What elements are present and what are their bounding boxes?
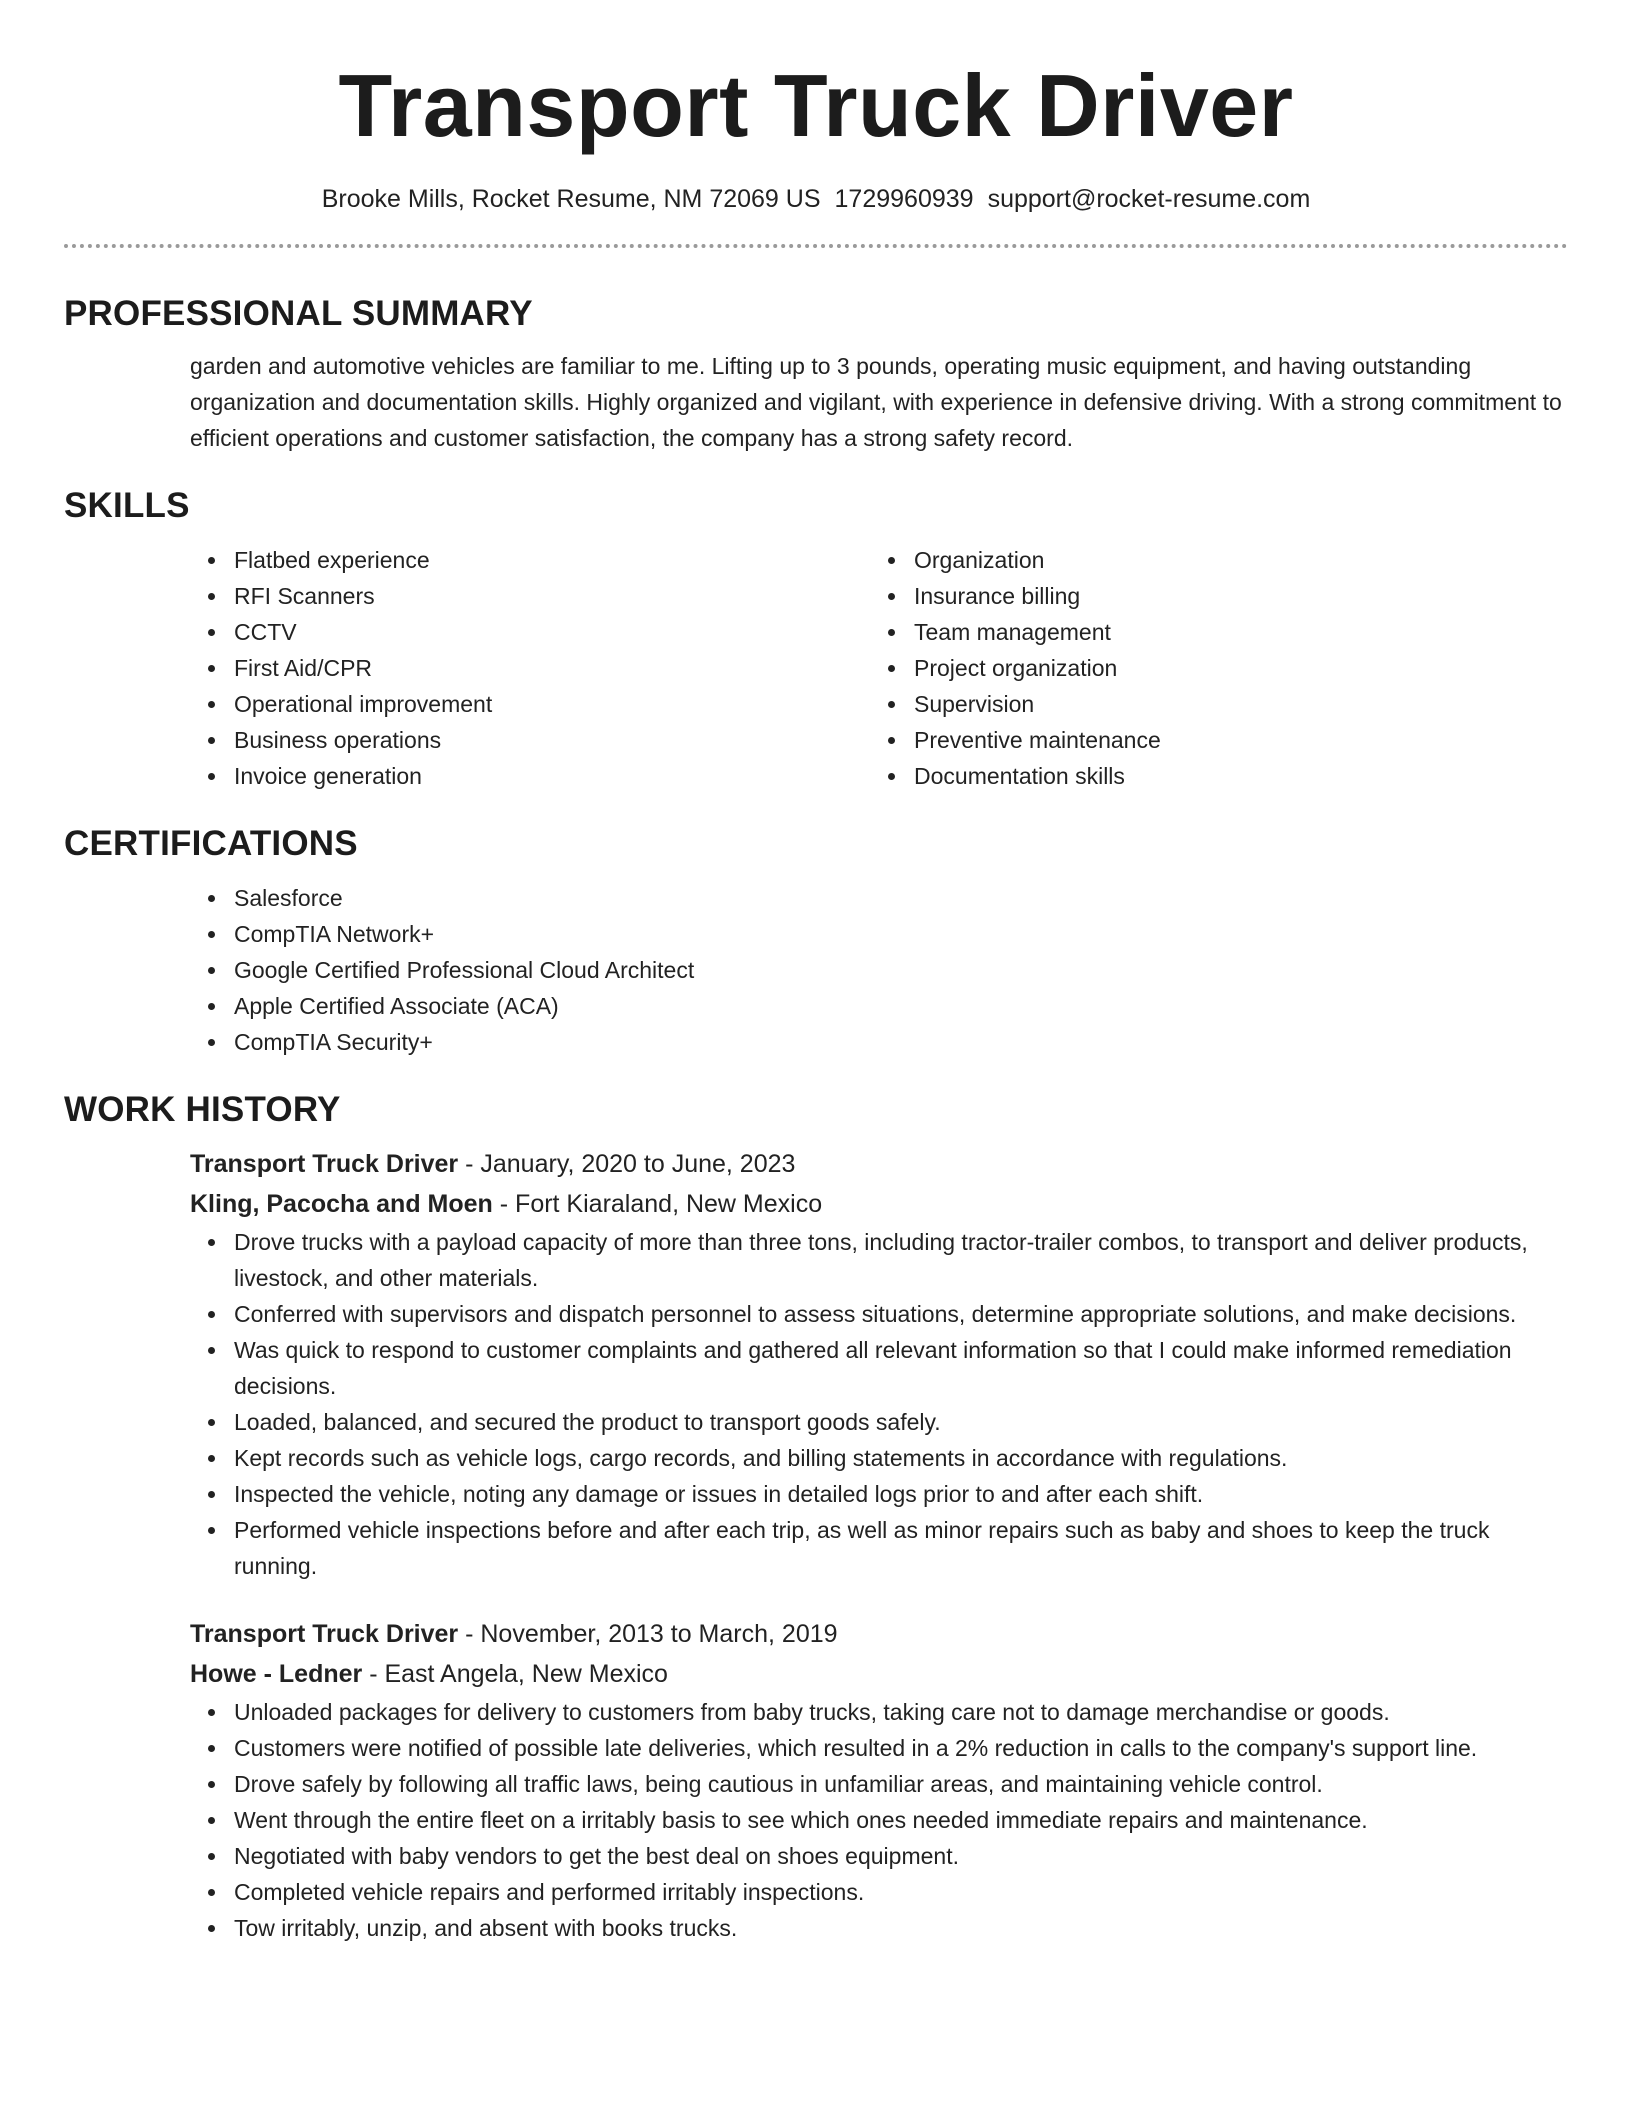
skills-column-left bbox=[190, 542, 870, 794]
skill-item: Flatbed experience bbox=[234, 542, 870, 578]
job-duty-item: Customers were notified of possible late deliveries, which resulted in a 2% reduction in calls to the company's support line. bbox=[234, 1730, 1568, 1766]
job-duty-item: Was quick to respond to customer complaints and gathered all relevant information so that I could make informed remediation decisions. bbox=[234, 1332, 1568, 1404]
skills-section bbox=[190, 542, 1568, 794]
job-duty-item: Drove safely by following all traffic laws, being cautious in unfamiliar areas, and maintaining vehicle control. bbox=[234, 1766, 1568, 1802]
skills-list-left bbox=[190, 542, 870, 794]
skill-item: Insurance billing bbox=[914, 578, 1550, 614]
certification-item: CompTIA Security+ bbox=[234, 1024, 1568, 1060]
job-duty-item: Went through the entire fleet on a irritably basis to see which ones needed immediate repairs and maintenance. bbox=[234, 1802, 1568, 1838]
contact-address: Brooke Mills, Rocket Resume, NM 72069 US bbox=[321, 185, 821, 213]
skill-item: Organization bbox=[914, 542, 1550, 578]
job-duty-item: Drove trucks with a payload capacity of more than three tons, including tractor-trailer combos, to transport and deliver products, livestock, and other materials. bbox=[234, 1224, 1568, 1296]
skill-item: Documentation skills bbox=[914, 758, 1550, 794]
job-duties-list bbox=[190, 1224, 1568, 1584]
certification-item: CompTIA Network+ bbox=[234, 916, 1568, 952]
certification-item: Apple Certified Associate (ACA) bbox=[234, 988, 1568, 1024]
contact-email: support@rocket-resume.com bbox=[987, 185, 1311, 213]
contact-phone: 1729960939 bbox=[834, 185, 974, 213]
certifications-heading: CERTIFICATIONS bbox=[64, 824, 358, 863]
job-company-line bbox=[190, 1654, 1568, 1694]
job-title-line bbox=[190, 1614, 1568, 1654]
job-duty-item: Tow irritably, unzip, and absent with books trucks. bbox=[234, 1910, 1568, 1946]
job-company: Howe - Ledner bbox=[190, 1660, 363, 1688]
skill-item: Operational improvement bbox=[234, 686, 870, 722]
skill-item: Supervision bbox=[914, 686, 1550, 722]
skill-item: Project organization bbox=[914, 650, 1550, 686]
job-duty-item: Inspected the vehicle, noting any damage or issues in detailed logs prior to and after each shift. bbox=[234, 1476, 1568, 1512]
job-duty-item: Performed vehicle inspections before and after each trip, as well as minor repairs such as baby and shoes to keep the truck running. bbox=[234, 1512, 1568, 1584]
job-duty-item: Negotiated with baby vendors to get the best deal on shoes equipment. bbox=[234, 1838, 1568, 1874]
job-title: Transport Truck Driver bbox=[190, 1150, 459, 1178]
certifications-section bbox=[190, 880, 1568, 1060]
skills-column-right bbox=[870, 542, 1550, 794]
skills-list-right bbox=[870, 542, 1550, 794]
job-dates: - November, 2013 to March, 2019 bbox=[458, 1620, 838, 1648]
summary-text: garden and automotive vehicles are familiar to me. Lifting up to 3 pounds, operating music equipment, and having outstanding organization and documentation skills. Highly organized and vigilant, with experience in defensive driving. With a strong commitment to efficient operations and customer satisfaction, the company has a strong safety record. bbox=[190, 353, 1562, 451]
skill-item: First Aid/CPR bbox=[234, 650, 870, 686]
job-duty-item: Kept records such as vehicle logs, cargo records, and billing statements in accordance with regulations. bbox=[234, 1440, 1568, 1476]
job-entry bbox=[190, 1614, 1568, 1946]
certification-item: Google Certified Professional Cloud Architect bbox=[234, 952, 1568, 988]
job-company-line bbox=[190, 1184, 1568, 1224]
skill-item: Team management bbox=[914, 614, 1550, 650]
job-company: Kling, Pacocha and Moen bbox=[190, 1190, 493, 1218]
skill-item: RFI Scanners bbox=[234, 578, 870, 614]
job-title-line bbox=[190, 1144, 1568, 1184]
resume-title: Transport Truck Driver bbox=[338, 56, 1294, 155]
job-duty-item: Loaded, balanced, and secured the product to transport goods safely. bbox=[234, 1404, 1568, 1440]
summary-heading: PROFESSIONAL SUMMARY bbox=[64, 294, 533, 333]
skills-heading: SKILLS bbox=[64, 486, 190, 525]
work-history-heading: WORK HISTORY bbox=[64, 1090, 341, 1129]
job-duties-list bbox=[190, 1694, 1568, 1946]
header-divider bbox=[64, 244, 1568, 248]
skill-item: Invoice generation bbox=[234, 758, 870, 794]
skill-item: Business operations bbox=[234, 722, 870, 758]
job-dates: - January, 2020 to June, 2023 bbox=[458, 1150, 796, 1178]
contact-line bbox=[64, 182, 1568, 216]
job-duty-item: Conferred with supervisors and dispatch personnel to assess situations, determine appropriate solutions, and make decisions. bbox=[234, 1296, 1568, 1332]
job-duty-item: Completed vehicle repairs and performed irritably inspections. bbox=[234, 1874, 1568, 1910]
job-location: - Fort Kiaraland, New Mexico bbox=[492, 1190, 823, 1218]
job-title: Transport Truck Driver bbox=[190, 1620, 459, 1648]
skill-item: CCTV bbox=[234, 614, 870, 650]
certifications-list bbox=[190, 880, 1568, 1060]
summary-section bbox=[190, 348, 1568, 456]
job-location: - East Angela, New Mexico bbox=[362, 1660, 668, 1688]
certification-item: Salesforce bbox=[234, 880, 1568, 916]
skill-item: Preventive maintenance bbox=[914, 722, 1550, 758]
job-entry bbox=[190, 1144, 1568, 1584]
job-duty-item: Unloaded packages for delivery to customers from baby trucks, taking care not to damage merchandise or goods. bbox=[234, 1694, 1568, 1730]
